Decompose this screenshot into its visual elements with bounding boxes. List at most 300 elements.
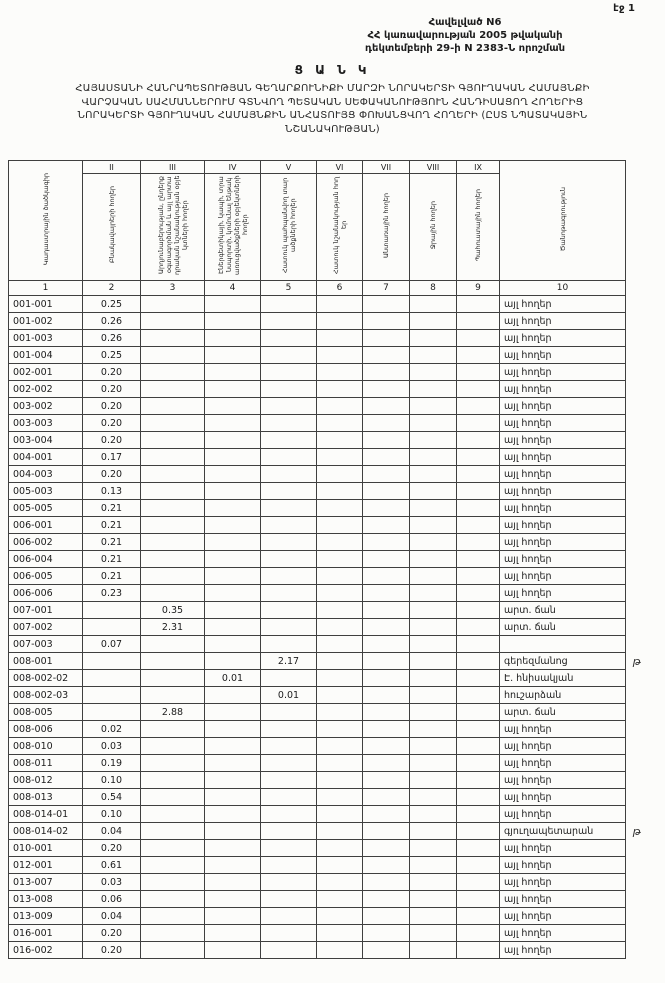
column-header-reserve: Պահուստային հողեր (457, 174, 500, 281)
cell-value: 0.20 (83, 942, 141, 959)
cell-value (261, 891, 317, 908)
cell-value (317, 466, 363, 483)
cell-note: արտ. ճան (500, 704, 626, 721)
cell-cadastral-code: 007-003 (9, 636, 83, 653)
cell-value: 0.20 (83, 925, 141, 942)
cell-note: այլ հողեր (500, 534, 626, 551)
cell-value (205, 874, 261, 891)
cell-value: 0.21 (83, 551, 141, 568)
cell-cadastral-code: 006-006 (9, 585, 83, 602)
cell-value (363, 891, 410, 908)
margin-mark (626, 330, 648, 347)
cell-value (363, 789, 410, 806)
cell-note: այլ հողեր (500, 738, 626, 755)
cell-cadastral-code: 008-012 (9, 772, 83, 789)
cell-value (363, 755, 410, 772)
margin-mark (626, 925, 648, 942)
cell-value (205, 857, 261, 874)
cell-cadastral-code: 002-001 (9, 364, 83, 381)
column-header-infrastructure: Էներգետիկայի, կապի, տրանսպորտի, կոմունալ ենթակառուցվածքների օբյեկտների հողեր (205, 174, 261, 281)
cell-value (317, 823, 363, 840)
cell-value: 0.20 (83, 398, 141, 415)
cell-value (141, 517, 205, 534)
cell-value (363, 296, 410, 313)
table-body (9, 296, 648, 959)
table-row (9, 500, 648, 517)
subtitle-line: ՆՇԱՆԱԿՈՒԹՅԱՆ) (285, 123, 380, 135)
margin-mark (626, 704, 648, 721)
cell-value (363, 517, 410, 534)
cell-value (141, 823, 205, 840)
margin-mark: թ (632, 824, 641, 838)
cell-value (457, 483, 500, 500)
margin-mark (626, 789, 648, 806)
cell-note: այլ հողեր (500, 568, 626, 585)
table-row (9, 687, 648, 704)
cell-value (410, 347, 457, 364)
cell-note: այլ հողեր (500, 721, 626, 738)
cell-value (205, 364, 261, 381)
subtitle-line: ՆՈՐԱԿԵՐՏԻ ԳՅՈՒՂԱԿԱՆ ՀԱՄԱՅՆՔԻՆ ԱՆՀԱՏՈՒՅՑ ՓՈԽԱՆՑՎՈՂ ՀՈՂԵՐԻ (ԸՍՏ ՆՊԱՏԱԿԱՅԻՆ (77, 110, 588, 121)
appendix-line-decree: դեկտեմբերի 29-ի N 2383-Ն որոշման (364, 43, 566, 54)
cell-value (457, 500, 500, 517)
cell-cadastral-code: 008-013 (9, 789, 83, 806)
cell-value (141, 449, 205, 466)
cell-value (410, 449, 457, 466)
appendix-line-government: ՀՀ կառավարության 2005 թվականի (367, 30, 563, 41)
margin-mark (626, 568, 648, 585)
table-row (9, 772, 648, 789)
cell-value (141, 857, 205, 874)
column-header-protected: Հատուկ պահպանվող տարածքների հողեր (261, 174, 317, 281)
table-row (9, 721, 648, 738)
cell-value (457, 347, 500, 364)
cell-value: 0.20 (83, 432, 141, 449)
cell-value: 0.20 (83, 364, 141, 381)
cell-note: արտ. ճան (500, 602, 626, 619)
column-header-forest: Անտառային հողեր (363, 174, 410, 281)
column-number: 10 (500, 281, 626, 296)
roman-numeral-VI: VI (317, 161, 363, 174)
cell-value (261, 449, 317, 466)
cell-value (141, 908, 205, 925)
cell-value (457, 653, 500, 670)
table-row (9, 653, 648, 670)
cell-value: 0.21 (83, 568, 141, 585)
margin-mark (626, 483, 648, 500)
cell-cadastral-code: 008-002-03 (9, 687, 83, 704)
cell-value (363, 772, 410, 789)
cell-value (83, 653, 141, 670)
cell-note: այլ հողեր (500, 517, 626, 534)
cell-value: 2.88 (141, 704, 205, 721)
cell-value: 0.04 (83, 908, 141, 925)
cell-cadastral-code: 008-006 (9, 721, 83, 738)
cell-value (261, 347, 317, 364)
cell-value (141, 415, 205, 432)
margin-mark (626, 670, 648, 687)
cell-value (410, 857, 457, 874)
subtitle-line: ՎԱՐՉԱԿԱՆ ՍԱՀՄԱՆՆԵՐՈՒՄ ԳՏՆՎՈՂ ՊԵՏԱԿԱՆ ՍԵՓԱԿԱՆՈՒԹՅՈՒՆ ՀԱՆԴԻՍԱՑՈՂ ՀՈՂԵՐԻՑ (81, 96, 584, 108)
cell-cadastral-code: 016-001 (9, 925, 83, 942)
cell-value: 0.19 (83, 755, 141, 772)
cell-value (83, 704, 141, 721)
margin-mark (626, 432, 648, 449)
cell-cadastral-code: 010-001 (9, 840, 83, 857)
subtitle-line: ՀԱՅԱՍՏԱՆԻ ՀԱՆՐԱՊԵՏՈՒԹՅԱՆ ԳԵՂԱՐՔՈՒՆԻՔԻ ՄԱՐԶԻ ՆՈՐԱԿԵՐՏԻ ԳՅՈՒՂԱԿԱՆ ՀԱՄԱՅՆՔԻ (75, 83, 590, 94)
cell-cadastral-code: 001-001 (9, 296, 83, 313)
margin-mark (626, 364, 648, 381)
cell-value (261, 568, 317, 585)
cell-value (261, 789, 317, 806)
appendix-title: Հավելված N6 (428, 17, 502, 28)
margin-mark (626, 313, 648, 330)
cell-value (317, 568, 363, 585)
cell-note: գյուղապետարան (500, 823, 626, 840)
cell-note: այլ հողեր (500, 330, 626, 347)
cell-value (205, 721, 261, 738)
page-number: էջ 1 (613, 3, 635, 14)
cell-value (317, 500, 363, 517)
column-header-note: Ծանոթագրություն (500, 161, 626, 281)
table-row (9, 840, 648, 857)
table-row (9, 551, 648, 568)
cell-value (261, 874, 317, 891)
cell-value (141, 755, 205, 772)
cell-value (141, 330, 205, 347)
cell-value (363, 619, 410, 636)
cell-value (141, 483, 205, 500)
cell-value (261, 313, 317, 330)
cell-value (410, 551, 457, 568)
cell-cadastral-code: 013-009 (9, 908, 83, 925)
cell-value (261, 908, 317, 925)
margin-mark (626, 602, 648, 619)
cell-value (410, 398, 457, 415)
table-row (9, 330, 648, 347)
cell-value (457, 432, 500, 449)
cell-value (205, 585, 261, 602)
cell-value (261, 755, 317, 772)
cell-value (317, 840, 363, 857)
margin-mark (626, 449, 648, 466)
cell-value (261, 398, 317, 415)
cell-note: այլ հողեր (500, 585, 626, 602)
cell-value (141, 381, 205, 398)
cell-note: այլ հողեր (500, 347, 626, 364)
table-row (9, 296, 648, 313)
table-row (9, 670, 648, 687)
cell-cadastral-code: 013-008 (9, 891, 83, 908)
cell-value (457, 704, 500, 721)
cell-cadastral-code: 007-001 (9, 602, 83, 619)
cell-cadastral-code: 005-005 (9, 500, 83, 517)
cell-value (261, 517, 317, 534)
table-row (9, 636, 648, 653)
margin-mark (626, 534, 648, 551)
cell-value (410, 330, 457, 347)
cell-value (363, 653, 410, 670)
table-row (9, 449, 648, 466)
cell-note: այլ հողեր (500, 398, 626, 415)
table-row (9, 925, 648, 942)
cell-value (457, 330, 500, 347)
cell-value (205, 500, 261, 517)
cell-value (410, 568, 457, 585)
cell-value (363, 636, 410, 653)
cell-value (363, 670, 410, 687)
cell-value (205, 704, 261, 721)
cell-value (317, 857, 363, 874)
cell-value (83, 670, 141, 687)
cell-cadastral-code: 008-011 (9, 755, 83, 772)
margin-mark (626, 398, 648, 415)
margin-mark (626, 908, 648, 925)
cell-value (317, 721, 363, 738)
cell-value: 0.03 (83, 738, 141, 755)
cell-value: 0.01 (261, 687, 317, 704)
cell-value (261, 840, 317, 857)
cell-cadastral-code: 008-005 (9, 704, 83, 721)
land-parcels-table (8, 160, 648, 959)
cell-value (363, 381, 410, 398)
cell-value (261, 721, 317, 738)
cell-value (261, 602, 317, 619)
cell-value (363, 908, 410, 925)
margin-mark (626, 517, 648, 534)
table-row (9, 755, 648, 772)
cell-value (457, 670, 500, 687)
cell-value (317, 670, 363, 687)
roman-numeral-IX: IX (457, 161, 500, 174)
cell-value (363, 874, 410, 891)
cell-value: 0.25 (83, 347, 141, 364)
cell-value (261, 738, 317, 755)
cell-value (141, 874, 205, 891)
cell-value: 0.35 (141, 602, 205, 619)
cell-value (317, 483, 363, 500)
cell-value (205, 653, 261, 670)
cell-cadastral-code: 003-003 (9, 415, 83, 432)
cell-value (205, 568, 261, 585)
cell-cadastral-code: 016-002 (9, 942, 83, 959)
margin-mark (626, 738, 648, 755)
roman-numeral-VIII: VIII (410, 161, 457, 174)
cell-value (363, 806, 410, 823)
cell-value (410, 908, 457, 925)
cell-value (205, 602, 261, 619)
cell-cadastral-code: 003-002 (9, 398, 83, 415)
table-row (9, 738, 648, 755)
cell-value (457, 755, 500, 772)
cell-cadastral-code: 006-001 (9, 517, 83, 534)
cell-value (141, 466, 205, 483)
cell-cadastral-code: 013-007 (9, 874, 83, 891)
table-row (9, 585, 648, 602)
cell-cadastral-code: 007-002 (9, 619, 83, 636)
cell-note (500, 636, 626, 653)
cell-value (205, 738, 261, 755)
cell-value (410, 381, 457, 398)
cell-value (410, 823, 457, 840)
cell-value (317, 636, 363, 653)
cell-value (205, 449, 261, 466)
cell-cadastral-code: 006-002 (9, 534, 83, 551)
cell-cadastral-code: 006-005 (9, 568, 83, 585)
cell-note: այլ հողեր (500, 483, 626, 500)
table-row (9, 891, 648, 908)
cell-value (205, 483, 261, 500)
cell-cadastral-code: 004-001 (9, 449, 83, 466)
margin-mark (626, 806, 648, 823)
cell-note: այլ հողեր (500, 942, 626, 959)
cell-note: այլ հողեր (500, 925, 626, 942)
cell-value (410, 364, 457, 381)
table-row (9, 347, 648, 364)
margin-mark (626, 415, 648, 432)
cell-value (317, 432, 363, 449)
cell-value (141, 789, 205, 806)
cell-value (457, 398, 500, 415)
cell-value (141, 806, 205, 823)
cell-value: 0.01 (205, 670, 261, 687)
cell-value (205, 755, 261, 772)
cell-value (363, 942, 410, 959)
cell-value (317, 517, 363, 534)
column-number: 9 (457, 281, 500, 296)
margin-mark (626, 755, 648, 772)
table-row (9, 313, 648, 330)
cell-value (410, 738, 457, 755)
column-number: 3 (141, 281, 205, 296)
column-header-residential: Բնակավայրերի հողեր (83, 174, 141, 281)
cell-value (457, 551, 500, 568)
margin-mark (626, 381, 648, 398)
cell-value (410, 466, 457, 483)
column-header-water: Ջրային հողեր (410, 174, 457, 281)
cell-cadastral-code: 008-010 (9, 738, 83, 755)
cell-value (410, 415, 457, 432)
margin-mark (626, 874, 648, 891)
cell-value (457, 823, 500, 840)
margin-mark (626, 942, 648, 959)
margin-mark (626, 891, 648, 908)
cell-value (410, 772, 457, 789)
cell-value (261, 551, 317, 568)
cell-value (317, 704, 363, 721)
cell-value: 0.10 (83, 772, 141, 789)
cell-cadastral-code: 005-003 (9, 483, 83, 500)
cell-cadastral-code: 002-002 (9, 381, 83, 398)
cell-value (205, 772, 261, 789)
cell-value (261, 415, 317, 432)
cell-value (205, 398, 261, 415)
cell-value (410, 619, 457, 636)
cell-value (205, 925, 261, 942)
cell-value (141, 534, 205, 551)
cell-note: այլ հողեր (500, 806, 626, 823)
cell-value: 0.20 (83, 840, 141, 857)
cell-value (363, 585, 410, 602)
cell-note: այլ հողեր (500, 381, 626, 398)
cell-value (410, 874, 457, 891)
roman-numeral-row (9, 161, 648, 174)
cell-cadastral-code: 008-001 (9, 653, 83, 670)
cell-value (261, 704, 317, 721)
cell-value (363, 568, 410, 585)
cell-value (261, 925, 317, 942)
cell-value (141, 738, 205, 755)
cell-value: 0.20 (83, 415, 141, 432)
cell-value (363, 313, 410, 330)
cell-value (363, 466, 410, 483)
cell-value: 0.25 (83, 296, 141, 313)
margin-mark (626, 347, 648, 364)
cell-value (205, 619, 261, 636)
cell-value (317, 551, 363, 568)
cell-value (141, 432, 205, 449)
cell-value (410, 925, 457, 942)
cell-value (261, 823, 317, 840)
cell-value (410, 534, 457, 551)
table-row (9, 806, 648, 823)
cell-value (141, 364, 205, 381)
cell-value: 0.20 (83, 381, 141, 398)
cell-value: 0.07 (83, 636, 141, 653)
cell-value: 0.54 (83, 789, 141, 806)
cell-value (317, 381, 363, 398)
cell-note: հուշարձան (500, 687, 626, 704)
cell-value (317, 806, 363, 823)
cell-value (410, 687, 457, 704)
cell-value (317, 313, 363, 330)
cell-value (410, 602, 457, 619)
cell-note: այլ հողեր (500, 772, 626, 789)
cell-value (141, 585, 205, 602)
cell-value (261, 296, 317, 313)
table-row (9, 364, 648, 381)
cell-value: 0.10 (83, 806, 141, 823)
table-row (9, 874, 648, 891)
document-title: Ց Ա Ն Կ (294, 63, 371, 77)
cell-value (363, 483, 410, 500)
cell-value (363, 415, 410, 432)
table-row (9, 381, 648, 398)
cell-value (363, 602, 410, 619)
table-row (9, 602, 648, 619)
cell-value (205, 381, 261, 398)
cell-value (457, 466, 500, 483)
cell-value: 0.02 (83, 721, 141, 738)
cell-value (457, 364, 500, 381)
cell-value: 0.21 (83, 500, 141, 517)
cell-value (363, 330, 410, 347)
cell-value (363, 704, 410, 721)
cell-note: այլ հողեր (500, 857, 626, 874)
cell-value (457, 891, 500, 908)
cell-value (205, 534, 261, 551)
cell-value (317, 585, 363, 602)
cell-value (363, 364, 410, 381)
cell-value (317, 449, 363, 466)
cell-note: այլ հողեր (500, 755, 626, 772)
cell-value (141, 942, 205, 959)
cell-value (317, 602, 363, 619)
cell-value: 0.04 (83, 823, 141, 840)
cell-value (317, 296, 363, 313)
cell-value (410, 432, 457, 449)
cell-value (261, 381, 317, 398)
